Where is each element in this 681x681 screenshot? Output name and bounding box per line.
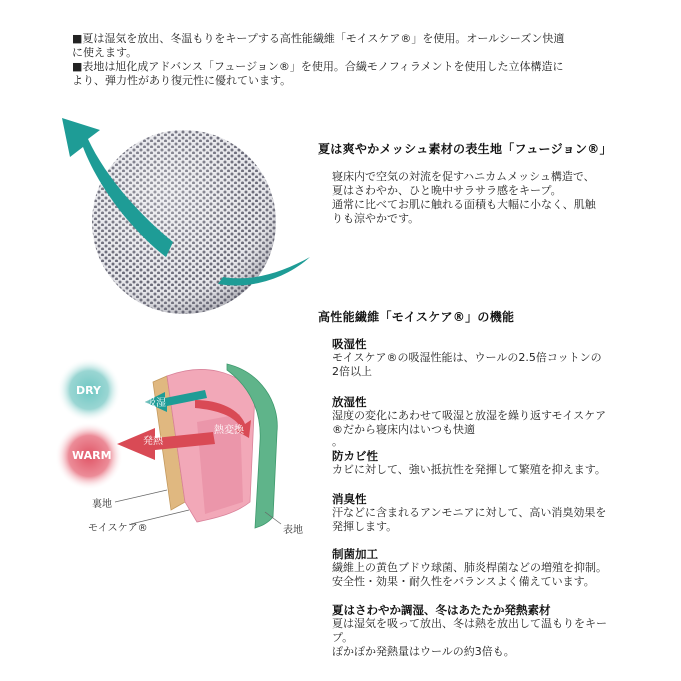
fiber-section-title: 高性能繊維「モイスケア®」の機能 [318, 310, 515, 324]
mesh-text-line: りも涼やかです。 [332, 212, 420, 225]
mesh-text-line: 寝床内で空気の対流を促すハニカムメッシュ構造で、 [332, 170, 595, 183]
feature-line: 汗などに含まれるアンモニアに対して、高い消臭効果を [332, 506, 607, 519]
feature-line: 2倍以上 [332, 365, 372, 378]
feature-line: 安全性・効果・耐久性をバランスよく備えています。 [332, 575, 595, 588]
feature-title: 消臭性 [332, 492, 367, 506]
front-fabric-label: 表地 [283, 525, 303, 536]
dry-label: DRY [76, 384, 101, 397]
feature-title: 制菌加工 [332, 547, 378, 561]
feature-line: 繊維上の黄色ブドウ球菌、肺炎桿菌などの増殖を抑制。 [332, 561, 607, 574]
mesh-fabric-illustration [48, 112, 318, 322]
feature-title: 放湿性 [332, 395, 367, 409]
feature-line: モイスケア®の吸湿性能は、ウールの2.5倍コットンの [332, 351, 602, 364]
feature-line: カビに対して、強い抵抗性を発揮して繁殖を抑えます。 [332, 463, 606, 476]
feature-title: 防カビ性 [332, 449, 378, 463]
feature-item [332, 449, 642, 492]
back-fabric-label: 裏地 [92, 499, 112, 510]
feature-list [332, 337, 642, 659]
feature-line: 夏は湿気を吸って放出、冬は熱を放出して温もりをキー [332, 617, 607, 630]
mesh-section-text [332, 170, 642, 226]
feature-line: プ。 [332, 631, 354, 644]
mesh-section-title: 夏は爽やかメッシュ素材の表生地「フュージョン®」 [318, 142, 612, 156]
convert-label: 熱変換 [214, 425, 244, 436]
feature-item [332, 603, 642, 659]
feature-item [332, 492, 642, 547]
mesh-text-line: 夏はさわやか、ひと晩中サラサラ感をキープ。 [332, 184, 562, 197]
intro-text [72, 32, 632, 88]
feature-line: 発揮します。 [332, 520, 398, 533]
intro-line: に使えます。 [72, 46, 138, 59]
feature-item [332, 395, 642, 449]
feature-line: ®だから寝床内はいつも快適 [332, 423, 475, 436]
moiscare-label: モイスケア® [88, 523, 148, 534]
feature-line: ぽかぽか発熱量はウールの約3倍も。 [332, 645, 515, 658]
mesh-text-line: 通常に比べてお肌に触れる面積も大幅に小なく、肌触 [332, 198, 596, 211]
feature-title: 吸湿性 [332, 337, 367, 351]
layer-structure-diagram [55, 352, 315, 544]
absorb-label: 吸湿 [146, 398, 166, 409]
intro-line: ■表地は旭化成アドバンス「フュージョン®」を使用。合繊モノフィラメントを使用した立体構造に [72, 60, 564, 73]
heat-label: 発熱 [143, 436, 163, 447]
feature-line: 。 [332, 435, 343, 448]
feature-item [332, 547, 642, 603]
feature-title: 夏はさわやか調湿、冬はあたたか発熱素材 [332, 603, 551, 617]
warm-label: WARM [72, 449, 112, 462]
intro-line: ■夏は湿気を放出、冬温もりをキープする高性能繊維「モイスケア®」を使用。オールシーズン快適 [72, 32, 565, 45]
feature-item [332, 337, 642, 395]
intro-line: より、弾力性があり復元性に優れています。 [72, 74, 292, 87]
feature-line: 湿度の変化にあわせて吸湿と放湿を繰り返すモイスケア [332, 409, 607, 422]
